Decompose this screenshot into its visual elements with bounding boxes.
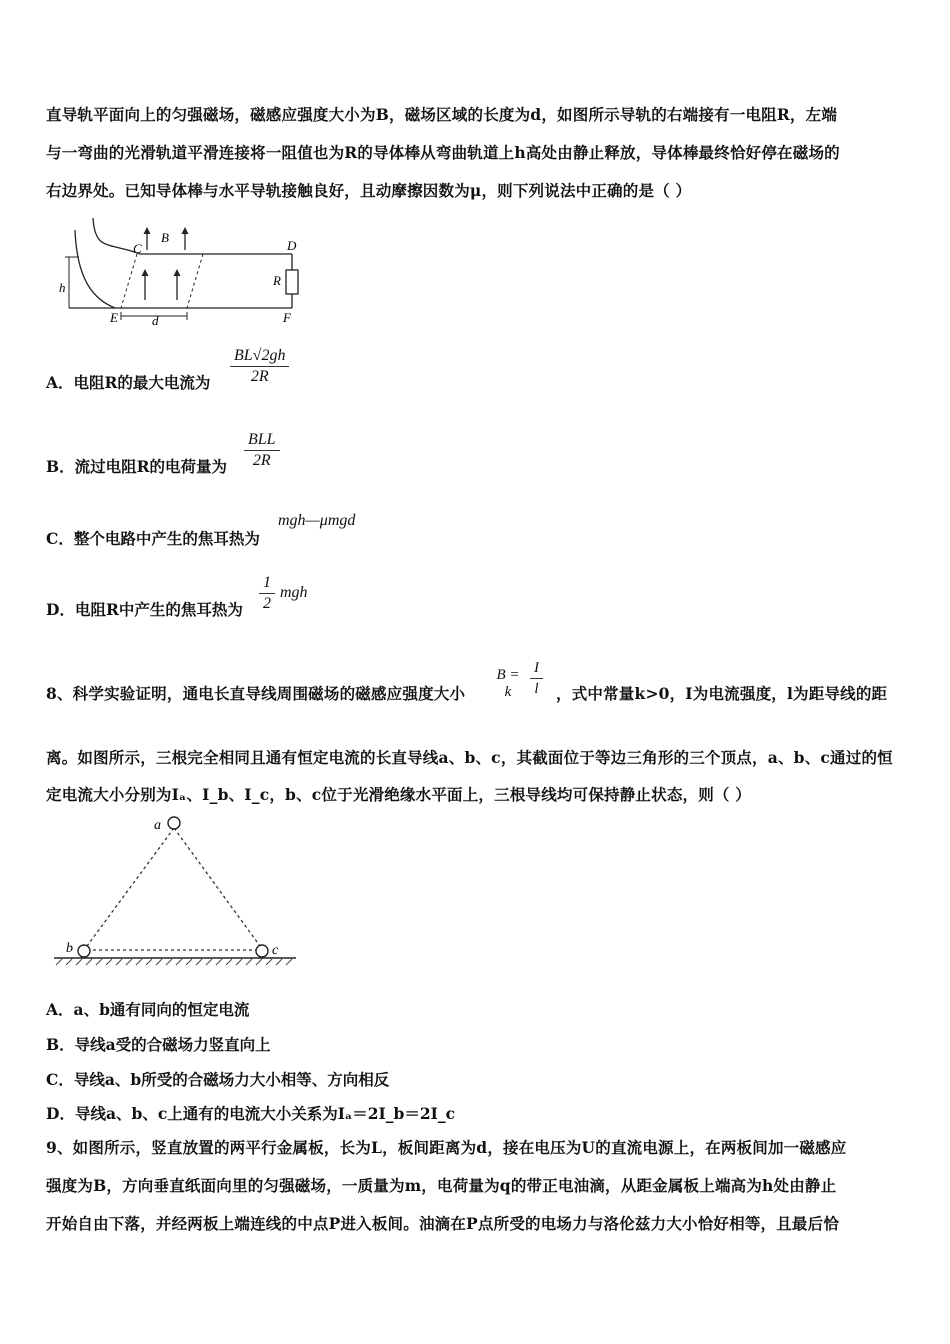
q7-line-2: 与一弯曲的光滑轨道平滑连接将一阻值也为R的导体棒从弯曲轨道上h高处由静止释放，导体棒最终恰好停在磁场的 (46, 143, 840, 162)
q7-option-a-text: A．电阻R的最大电流为 (46, 373, 211, 392)
q7-label-f: F (283, 310, 291, 325)
q7-option-d-tail: mgh (280, 584, 308, 601)
q7-option-c-text: C．整个电路中产生的焦耳热为 (46, 529, 260, 548)
q7-label-c: C (133, 241, 142, 256)
q7-option-d-numerator: 1 (259, 573, 275, 594)
q9-line-1: 9、如图所示，竖直放置的两平行金属板，长为L，板间距离为d，接在电压为U的直流电源上，在两板间加一磁感应 (46, 1138, 847, 1157)
q8-line-1-post: ，式中常量k>0，I为电流强度，l为距导线的距 (556, 684, 888, 703)
q9-line-2: 强度为B，方向垂直纸面向里的匀强磁场，一质量为m，电荷量为q的带正电油滴，从距金属板上端高为h处由静止 (46, 1176, 837, 1195)
q7-label-h: h (59, 280, 66, 295)
q7-option-b-fraction (244, 430, 280, 471)
q7-label-e: E (110, 310, 118, 325)
q7-option-a[interactable] (46, 371, 210, 393)
q8-option-b[interactable]: B．导线a受的合磁场力竖直向上 (46, 1035, 271, 1054)
q8-triangle-figure (50, 812, 300, 972)
q7-label-dist-d: d (152, 313, 159, 327)
q7-option-b-numerator: BLL (244, 430, 280, 451)
q7-option-a-fraction (230, 346, 289, 387)
q8-line-1-pre: 8、科学实验证明，通电长直导线周围磁场的磁感应强度大小 (46, 684, 466, 703)
q8-option-d[interactable]: D．导线a、b、c上通有的电流大小关系为Iₐ＝2I_b＝2I_c (46, 1104, 456, 1123)
q8-formula-numerator: I (530, 658, 543, 679)
q7-option-d-fraction (259, 573, 275, 614)
q7-rail-figure (55, 212, 305, 327)
q8-wire-c (256, 945, 268, 957)
q8-label-a: a (154, 818, 161, 833)
q8-wire-b (78, 945, 90, 957)
q8-line-3: 定电流大小分别为Iₐ、I_b、I_c，b、c位于光滑绝缘水平面上，三根导线均可保持静止状态，则（ ） (46, 785, 751, 804)
q7-option-d-denominator: 2 (263, 595, 271, 612)
q8-wire-a (168, 817, 180, 829)
q8-formula-fraction (530, 658, 543, 699)
q8-option-c[interactable]: C．导线a、b所受的合磁场力大小相等、方向相反 (46, 1070, 390, 1089)
q8-option-a[interactable]: A．a、b通有同向的恒定电流 (46, 1000, 250, 1019)
q7-option-b-text: B．流过电阻R的电荷量为 (46, 457, 227, 476)
q7-line-3: 右边界处。已知导体棒与水平导轨接触良好，且动摩擦因数为μ，则下列说法中正确的是（ ） (46, 181, 692, 200)
q7-label-d: D (287, 238, 297, 253)
q7-option-b[interactable] (46, 455, 227, 477)
q7-option-d[interactable] (46, 598, 243, 620)
q8-label-c: c (272, 943, 279, 958)
q8-line-2: 离。如图所示，三根完全相同且通有恒定电流的长直导线a、b、c，其截面位于等边三角形的三个顶点，a、b、c通过的恒 (46, 748, 893, 767)
q7-label-b: B (161, 230, 169, 245)
q7-line-1: 直导轨平面向上的匀强磁场，磁感应强度大小为B，磁场区域的长度为d，如图所示导轨的右端接有一电阻R，左端 (46, 105, 838, 124)
q9-line-3: 开始自由下落，并经两板上端连线的中点P进入板间。油滴在P点所受的电场力与洛伦兹力大小恰好相等，且最后恰 (46, 1214, 840, 1233)
q8-formula-denominator: l (534, 681, 539, 697)
q7-option-c[interactable] (46, 527, 260, 549)
q7-option-c-expression: mgh—μmgd (278, 512, 356, 529)
q8-formula-lhs: B = k (496, 667, 520, 700)
q7-option-d-text: D．电阻R中产生的焦耳热为 (46, 600, 243, 619)
q7-option-a-numerator: BL√2gh (230, 346, 289, 367)
q7-option-b-denominator: 2R (252, 452, 271, 469)
q7-option-a-denominator: 2R (250, 368, 269, 385)
q7-label-r: R (273, 273, 281, 288)
q8-label-b: b (66, 941, 73, 956)
